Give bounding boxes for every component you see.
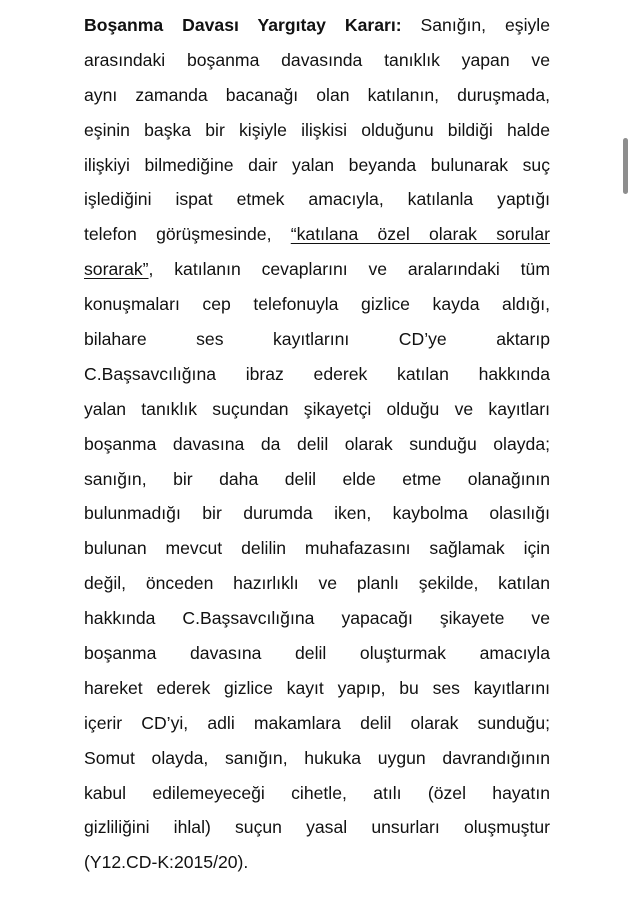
text-line (84, 217, 550, 252)
vertical-scrollbar[interactable] (621, 0, 633, 900)
text-line: konuşmaları cep telefonuyla gizlice kayda aldığı, (84, 294, 550, 315)
document-heading: Boşanma Davası Yargıtay Kararı: (84, 15, 402, 35)
text-line: hareket ederek gizlice kayıt yapıp, bu ses kayıtlarını (84, 677, 550, 698)
document-body (84, 8, 550, 880)
line-segment: , katılanın cevaplarını ve aralarındaki tüm (148, 259, 550, 280)
text-line: C.Başsavcılığına ibraz ederek katılan hakkında (84, 363, 550, 384)
text-line (84, 8, 550, 43)
text-line (84, 252, 550, 287)
text-line: boşanma davasına delil oluşturmak amacıyla (84, 643, 550, 664)
text-line: hakkında C.Başsavcılığına yapacağı şikayete ve (84, 608, 550, 629)
line-segment: telefon görüşmesinde, (84, 224, 272, 245)
text-line: arasındaki boşanma davasında tanıklık yapan ve (84, 49, 550, 70)
underlined-quote: “katılana özel olarak sorular (290, 224, 550, 245)
underlined-quote-end: sorarak” (84, 259, 149, 280)
text-line: yalan tanıklık suçundan şikayetçi olduğu ve kayıtları (84, 398, 550, 419)
text-line: Somut olayda, sanığın, hukuka uygun davrandığının (84, 747, 550, 768)
text-line: gizliliğini ihlal) suçun yasal unsurları oluşmuştur (84, 817, 550, 838)
text-line: eşinin başka bir kişiyle ilişkisi olduğunu bildiği halde (84, 119, 550, 140)
text-line: kabul edilemeyeceği cihetle, atılı (özel hayatın (84, 782, 550, 803)
text-line: bulunmadığı bir durumda iken, kaybolma olasılığı (84, 503, 550, 524)
text-line: ilişkiyi bilmediğine dair yalan beyanda bulunarak suç (84, 154, 550, 175)
text-line: sanığın, bir daha delil elde etme olanağının (84, 468, 550, 489)
text-line: (Y12.CD-K:2015/20). (84, 852, 249, 873)
text-line: değil, önceden hazırlıklı ve planlı şekilde, katılan (84, 573, 550, 594)
scrollbar-thumb[interactable] (623, 138, 628, 194)
text-line: bilahare ses kayıtlarını CD’ye aktarıp (84, 329, 550, 350)
text-line: bulunan mevcut delilin muhafazasını sağlamak için (84, 538, 550, 559)
text-line: boşanma davasına da delil olarak sunduğu olayda; (84, 433, 550, 454)
line-segment: Sanığın, eşiyle (420, 15, 550, 35)
text-line: içerir CD’yi, adli makamlara delil olarak sunduğu; (84, 712, 550, 733)
text-line: işlediğini ispat etmek amacıyla, katılanla yaptığı (84, 189, 550, 210)
text-line: aynı zamanda bacanağı olan katılanın, duruşmada, (84, 84, 550, 105)
